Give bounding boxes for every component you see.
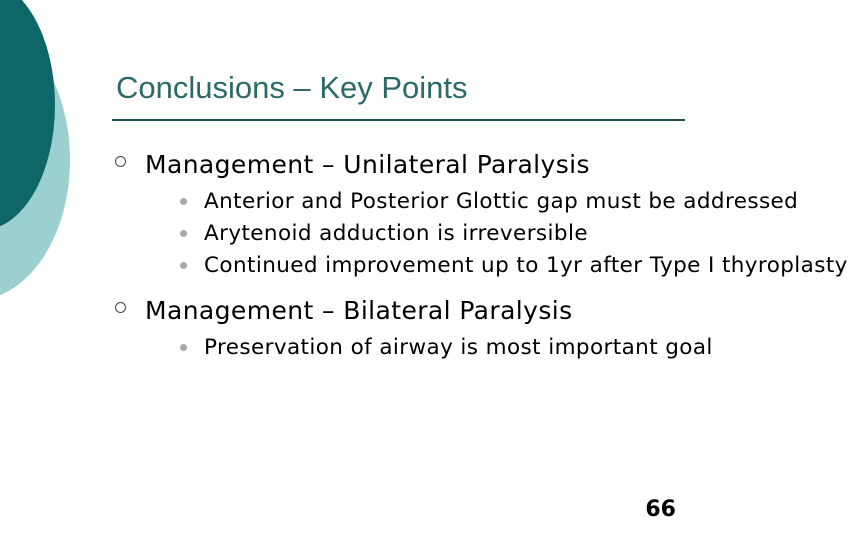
slide-title: Conclusions – Key Points xyxy=(116,70,468,105)
dot-bullet-icon xyxy=(180,262,187,269)
bullet-text: Arytenoid adduction is irreversible xyxy=(204,221,588,246)
section-unilateral xyxy=(115,148,848,282)
bullet-list xyxy=(145,186,848,282)
hollow-circle-bullet-icon xyxy=(115,156,126,167)
page-number: 66 xyxy=(645,497,676,522)
hollow-circle-bullet-icon xyxy=(115,302,126,313)
bullet-text: Anterior and Posterior Glottic gap must be addressed xyxy=(204,189,799,214)
section-bilateral xyxy=(115,294,713,364)
section-heading: Management – Unilateral Paralysis xyxy=(145,150,590,179)
dot-bullet-icon xyxy=(180,198,187,205)
bullet-text: Preservation of airway is most important goal xyxy=(204,335,713,360)
slide-body xyxy=(115,148,848,364)
section-heading: Management – Bilateral Paralysis xyxy=(145,296,573,325)
bullet-text: Continued improvement up to 1yr after Type I thyroplasty xyxy=(204,253,848,278)
list-item xyxy=(145,250,848,282)
list-item xyxy=(145,186,799,218)
list-item xyxy=(145,332,713,364)
dot-bullet-icon xyxy=(180,344,187,351)
bullet-list xyxy=(145,332,713,364)
title-divider xyxy=(112,119,685,121)
list-item xyxy=(145,218,685,250)
dot-bullet-icon xyxy=(180,230,187,237)
